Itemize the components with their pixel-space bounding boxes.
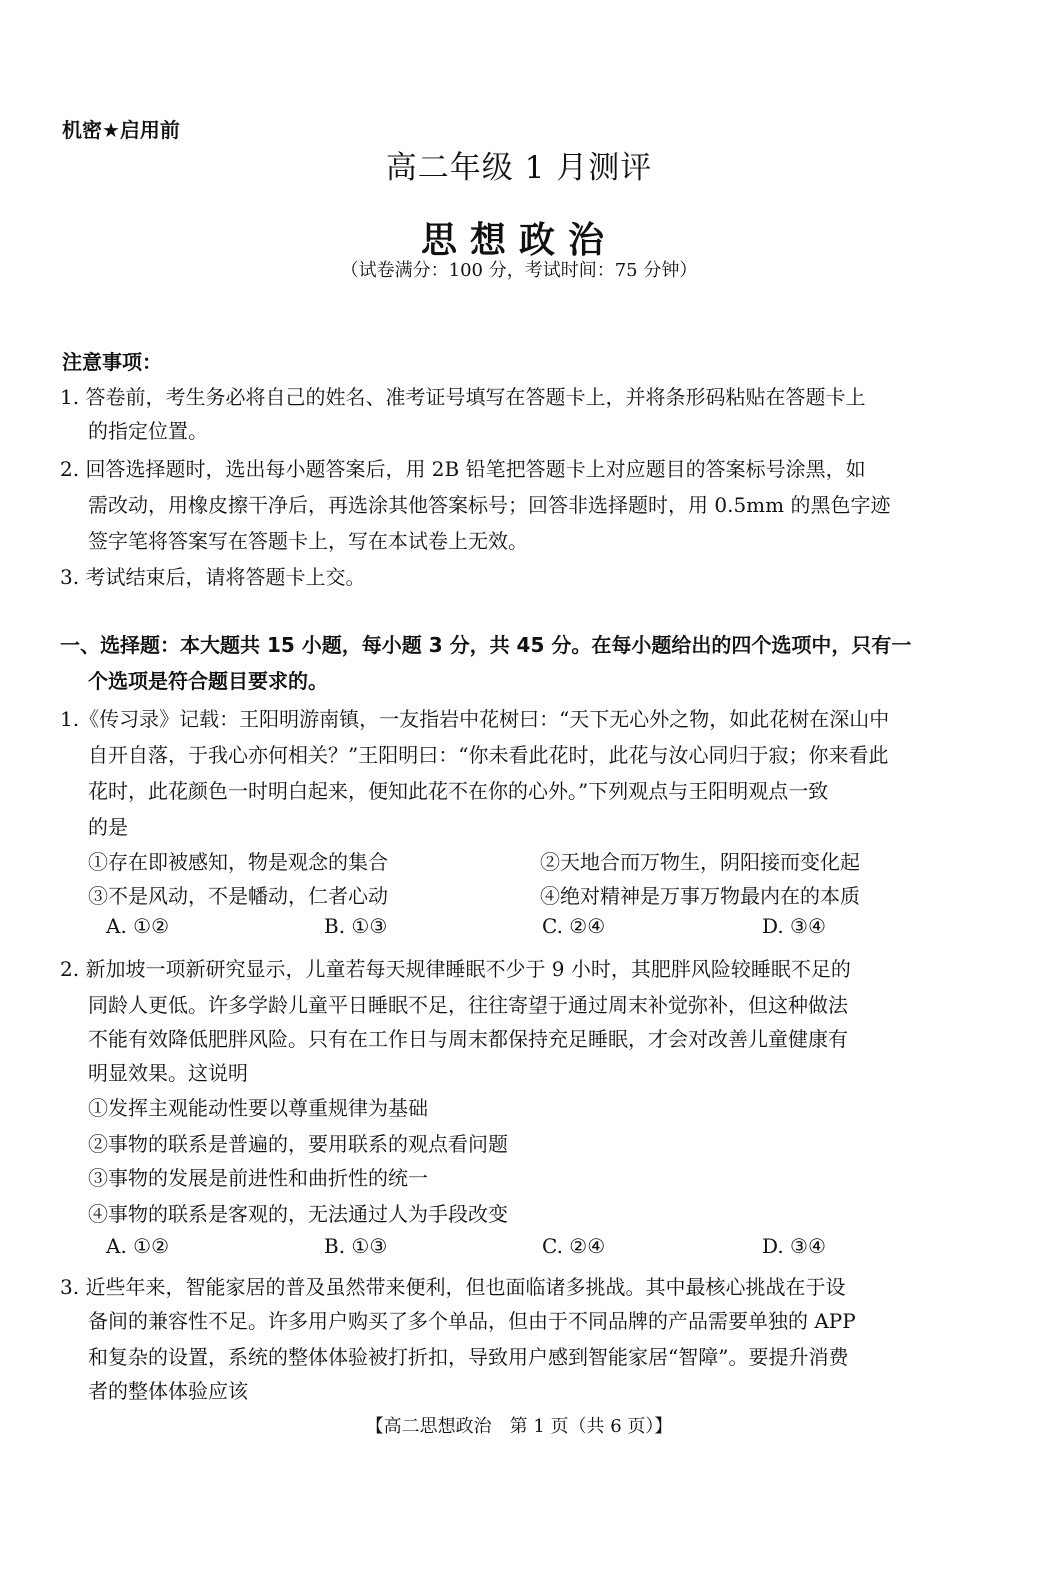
q1-stem-line-3: 花时，此花颜色一时明白起来，便知此花不在你的心外。”下列观点与王阳明观点一致	[88, 779, 829, 803]
q2-statement-3: ③事物的发展是前进性和曲折性的统一	[88, 1166, 428, 1190]
exam-info: （试卷满分：100 分，考试时间：75 分钟）	[340, 260, 698, 281]
q3-stem-line-2: 备间的兼容性不足。许多用户购买了多个单品，但由于不同品牌的产品需要单独的 APP	[88, 1309, 856, 1333]
q3-stem-line-4: 者的整体体验应该	[88, 1379, 248, 1403]
notice-item-2-line-3: 签字笔将答案写在答题卡上，写在本试卷上无效。	[88, 529, 528, 553]
subject-title: 思想政治	[420, 219, 617, 261]
q2-choice-c: C. ②④	[542, 1234, 606, 1258]
q2-stem-line-4: 明显效果。这说明	[88, 1061, 248, 1085]
q1-choice-c: C. ②④	[542, 914, 606, 938]
notice-title: 注意事项：	[62, 350, 162, 374]
q1-choice-d: D. ③④	[762, 914, 826, 938]
exam-grade-title: 高二年级 1 月测评	[385, 150, 653, 186]
q1-statement-4: ④绝对精神是万事万物最内在的本质	[540, 884, 860, 908]
section-1-heading-line-1: 一、选择题：本大题共 15 小题，每小题 3 分，共 45 分。在每小题给出的四个选项中，只有一	[60, 633, 912, 657]
notice-item-1-line-1: 1. 答卷前，考生务必将自己的姓名、准考证号填写在答题卡上，并将条形码粘贴在答题卡上	[60, 385, 866, 409]
q1-statement-3: ③不是风动，不是幡动，仁者心动	[88, 884, 388, 908]
notice-item-2-line-2: 需改动，用橡皮擦干净后，再选涂其他答案标号；回答非选择题时，用 0.5mm 的黑色字迹	[88, 493, 891, 517]
confidential-label: 机密★启用前	[62, 118, 180, 142]
q1-stem-line-2: 自开自落，于我心亦何相关？”王阳明曰：“你未看此花时，此花与汝心同归于寂；你来看此	[88, 743, 889, 767]
q2-statement-4: ④事物的联系是客观的，无法通过人为手段改变	[88, 1202, 508, 1226]
q2-stem-line-2: 同龄人更低。许多学龄儿童平日睡眠不足，往往寄望于通过周末补觉弥补，但这种做法	[88, 993, 848, 1017]
q3-stem-line-1: 3. 近些年来，智能家居的普及虽然带来便利，但也面临诸多挑战。其中最核心挑战在于设	[60, 1275, 846, 1299]
q1-statement-1: ①存在即被感知，物是观念的集合	[88, 850, 388, 874]
q3-stem-line-3: 和复杂的设置，系统的整体体验被打折扣，导致用户感到智能家居“智障”。要提升消费	[88, 1345, 849, 1369]
q2-choice-b: B. ①③	[324, 1234, 388, 1258]
q1-stem-line-1: 1.《传习录》记载：王阳明游南镇，一友指岩中花树曰：“天下无心外之物，如此花树在深山中	[60, 707, 890, 731]
q2-choice-a: A. ①②	[106, 1234, 170, 1258]
q2-stem-line-3: 不能有效降低肥胖风险。只有在工作日与周末都保持充足睡眠，才会对改善儿童健康有	[88, 1027, 848, 1051]
q2-statement-1: ①发挥主观能动性要以尊重规律为基础	[88, 1096, 428, 1120]
q1-choice-b: B. ①③	[324, 914, 388, 938]
q2-stem-line-1: 2. 新加坡一项新研究显示，儿童若每天规律睡眠不少于 9 小时，其肥胖风险较睡眠不足的	[60, 957, 851, 981]
q2-statement-2: ②事物的联系是普遍的，要用联系的观点看问题	[88, 1132, 508, 1156]
notice-item-3-line-1: 3. 考试结束后，请将答题卡上交。	[60, 565, 366, 589]
q2-choice-d: D. ③④	[762, 1234, 826, 1258]
q1-statement-2: ②天地合而万物生，阴阳接而变化起	[540, 850, 860, 874]
page-footer: 【高二思想政治 第 1 页（共 6 页）】	[365, 1416, 673, 1437]
section-1-heading-line-2: 个选项是符合题目要求的。	[88, 669, 328, 693]
notice-item-1-line-2: 的指定位置。	[88, 419, 208, 443]
notice-item-2-line-1: 2. 回答选择题时，选出每小题答案后，用 2B 铅笔把答题卡上对应题目的答案标号涂黑，如	[60, 457, 866, 481]
q1-stem-line-4: 的是	[88, 815, 128, 839]
q1-choice-a: A. ①②	[106, 914, 170, 938]
